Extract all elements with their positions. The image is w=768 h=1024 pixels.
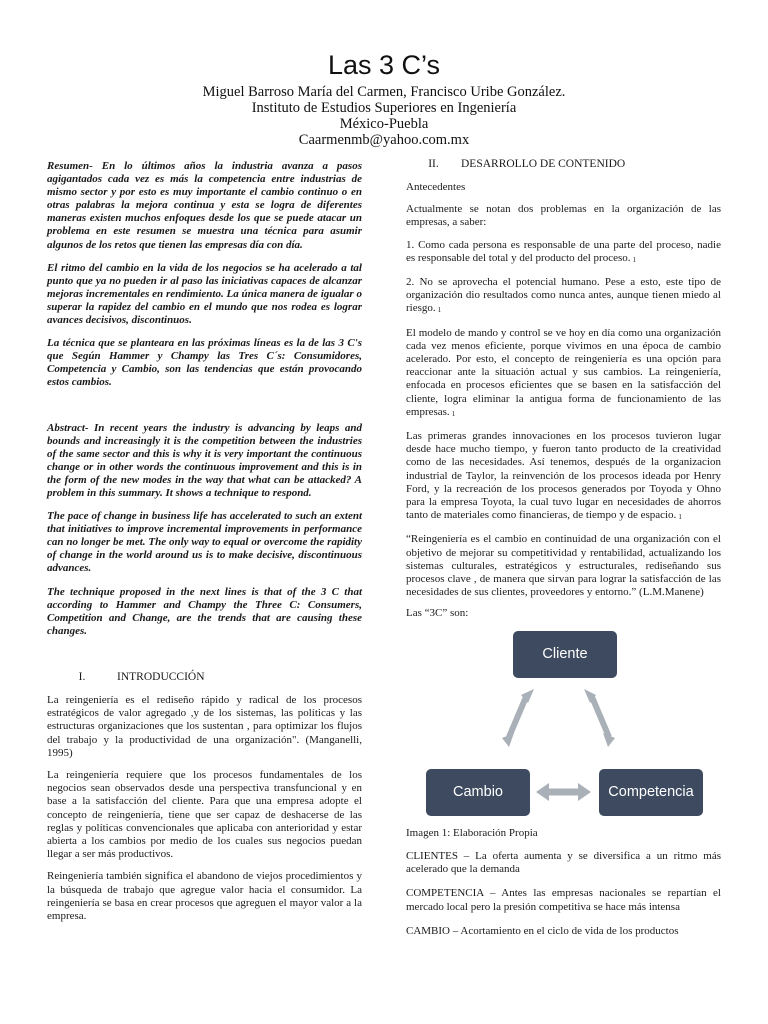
- subheading-antecedentes: Antecedentes: [406, 181, 466, 193]
- body-text: 2. No se aprovecha el potencial humano. Pese a esto, este tipo de organización dio resultados como nunca antes, aunque tienen miedo al riesgo.: [406, 276, 721, 315]
- body-paragraph: [406, 430, 721, 524]
- section-title: DESARROLLO DE CONTENIDO: [461, 158, 626, 170]
- section-heading-desarrollo: [406, 157, 721, 171]
- definitions: [406, 850, 721, 938]
- section-title: INTRODUCCIÓN: [117, 670, 205, 683]
- body-text: Las primeras grandes innovaciones en los procesos tuvieron lugar desde hace mucho tiempo, y fueron tanto producto de la creatividad como de las necesidades. Así tenemos, después de la organizacion industrial de Taylor, la reinvención de los procesos ideada por Henry Ford, y la recreación de los procesos generados por Toyoda y Ohno para la empresa Toyota, la cual tuvo lugar en necesidades de ahorros tanto de materiales como financieras, de tiempo y de espacio.: [406, 430, 721, 522]
- right-column: [406, 157, 721, 949]
- definition-competencia: COMPETENCIA – Antes las empresas nacionales se repartían el mercado local pero la presión competitiva se hace más intensa: [406, 887, 721, 913]
- body-text: 1. Como cada persona es responsable de una parte del proceso, nadie es responsable del total y del producto del proceso.: [406, 238, 721, 264]
- las-3c-label: Las “3C” son:: [406, 607, 469, 620]
- node-cambio: Cambio: [426, 769, 530, 816]
- abstract-paragraph: The pace of change in business life has accelerated to such an extent that initiatives to improve incremental improvements in performance can no longer be met. The only way to equal or overcome the rapidity of change in the world around us is to make decisive, discontinuous advances.: [47, 510, 362, 575]
- resumen-paragraph: La técnica que se planteara en las próximas líneas es la de las 3 C's que Según Hammer y Champy las Tres C´s: Consumidores, Competencia y Cambio, son las tendencias que están provocando estos cambios.: [47, 337, 362, 389]
- body-text: El modelo de mando y control se ve hoy en día como una organización cada vez menos eficiente, porque vivimos en una época de cambio acelerado. Por esto, el concepto de reingeniería es una opción para reaccionar ante la situación actual y sus cambios. La reingeniería, enfocada en procesos eficientes que se basen en la satisfacción del cliente, logra eliminar la antigua forma de funcionamiento de las empresas.: [406, 326, 721, 418]
- resumen-paragraph: El ritmo del cambio en la vida de los negocios se ha acelerado a tal punto que ya no pueden ir al paso las iniciativas capaces de alcanzar mejoras incrementales en rendimiento. La única manera de igualar o superar la rapidez del cambio en el mundo que nos rodea es lograr avances decisivos, discontinuos.: [47, 261, 362, 327]
- body-paragraph: [406, 327, 721, 421]
- authors: Miguel Barroso María del Carmen, Francisco Uribe González.: [202, 84, 566, 100]
- node-cliente: Cliente: [513, 631, 617, 678]
- definition-cambio: CAMBIO – Acortamiento en el ciclo de vida de los productos: [406, 924, 679, 937]
- email[interactable]: Caarmenmb@yahoo.com.mx: [298, 132, 470, 148]
- definition-clientes: CLIENTES – La oferta aumenta y se diversifica a un ritmo más acelerado que la demanda: [406, 849, 721, 876]
- location: México-Puebla: [339, 116, 429, 132]
- section-number: I.: [78, 670, 86, 683]
- intro-paragraph: Reingeniería también significa el abandono de viejos procedimientos y la búsqueda de trabajo que agregue valor hacia el consumidor. La reingeniería se basa en crear procesos que agreguen el mayor valor a la empresa.: [47, 870, 362, 922]
- intro-paragraph: La reingeniería requiere que los procesos fundamentales de los negocios sean observados desde una perspectiva transfuncional y en base a la satisfacción del cliente. Para que una empresa adopte el concepto de reingeniería, tiene que ser capaz de deshacerse de las reglas y políticas convencionales que aplicaba con anterioridad y estar abierta a los cambios por medio de los cuales sus negocios puedan llegar a ser más productivos.: [47, 768, 362, 861]
- resumen-paragraph: Resumen- En lo últimos años la industria avanza a pasos agigantados cada vez es más la competencia entre industrias de mismo sector y por esto es muy importante el cambio continuo o en otras palabras la mejora continua y esta se logra de diferentes maneras existen muchos enfoques desde los que se puede atacar un problema en este resumen se muestra una técnica para asumir algunos de los retos que tienen las empresas día con día.: [47, 160, 362, 251]
- section-number: II.: [428, 158, 439, 170]
- institution: Instituto de Estudios Superiores en Ingeniería: [251, 100, 517, 116]
- paper-title: Las 3 C’s: [327, 50, 441, 80]
- abstract-paragraph: The technique proposed in the next lines is that of the 3 C that according to Hammer and Champy the Three C: Consumers, Competition and Change, are the trends that are causing these changes.: [47, 585, 362, 637]
- quote-paragraph: “Reingeniería es el cambio en continuidad de una organización con el objetivo de mejorar su competitividad y rentabilidad, actualizando los sistemas culturales, estratégicos y estructurales, rediseñando sus procesos clave , de manera que sirvan para lograr la satisfacción de las necesidades de sus clientes, proveedores y entorno.” (L.M.Manene): [406, 533, 721, 599]
- intro-paragraph: La reingeniería es el rediseño rápido y radical de los procesos estratégicos de valor agregado ,y de los sistemas, las políticas y las estructuras organizaciones que los sustentan , para optimizar los flujos del trabajo y la productividad de una organización". (Manganelli, 1995): [47, 693, 362, 759]
- figure-caption: Imagen 1: Elaboración Propia: [406, 826, 538, 839]
- body-paragraph: [406, 276, 721, 318]
- reference-mark: 1: [437, 306, 442, 315]
- node-competencia: Competencia: [599, 769, 703, 816]
- arrow-shaft: [509, 697, 526, 737]
- arrow-shaft: [592, 697, 609, 737]
- abstract-paragraph: Abstract- In recent years the industry is advancing by leaps and bounds and increasingly it is the competition between the industries of the same sector and this is why it is very important the continuous change or in other words the continuous improvement and this is in the form of the new modes in the way that what can be attacked? A problem in this summary. It shows a technique to respond.: [47, 421, 362, 499]
- body-paragraph: [406, 239, 721, 267]
- body-paragraph: Actualmente se notan dos problemas en la organización de las empresas, a saber:: [406, 203, 721, 229]
- three-cs-diagram: [406, 625, 721, 823]
- left-column: [47, 160, 362, 932]
- reference-mark: 1: [678, 513, 682, 522]
- reference-mark: 1: [451, 409, 456, 418]
- section-heading-introduccion: [47, 670, 362, 684]
- reference-mark: 1: [632, 255, 637, 264]
